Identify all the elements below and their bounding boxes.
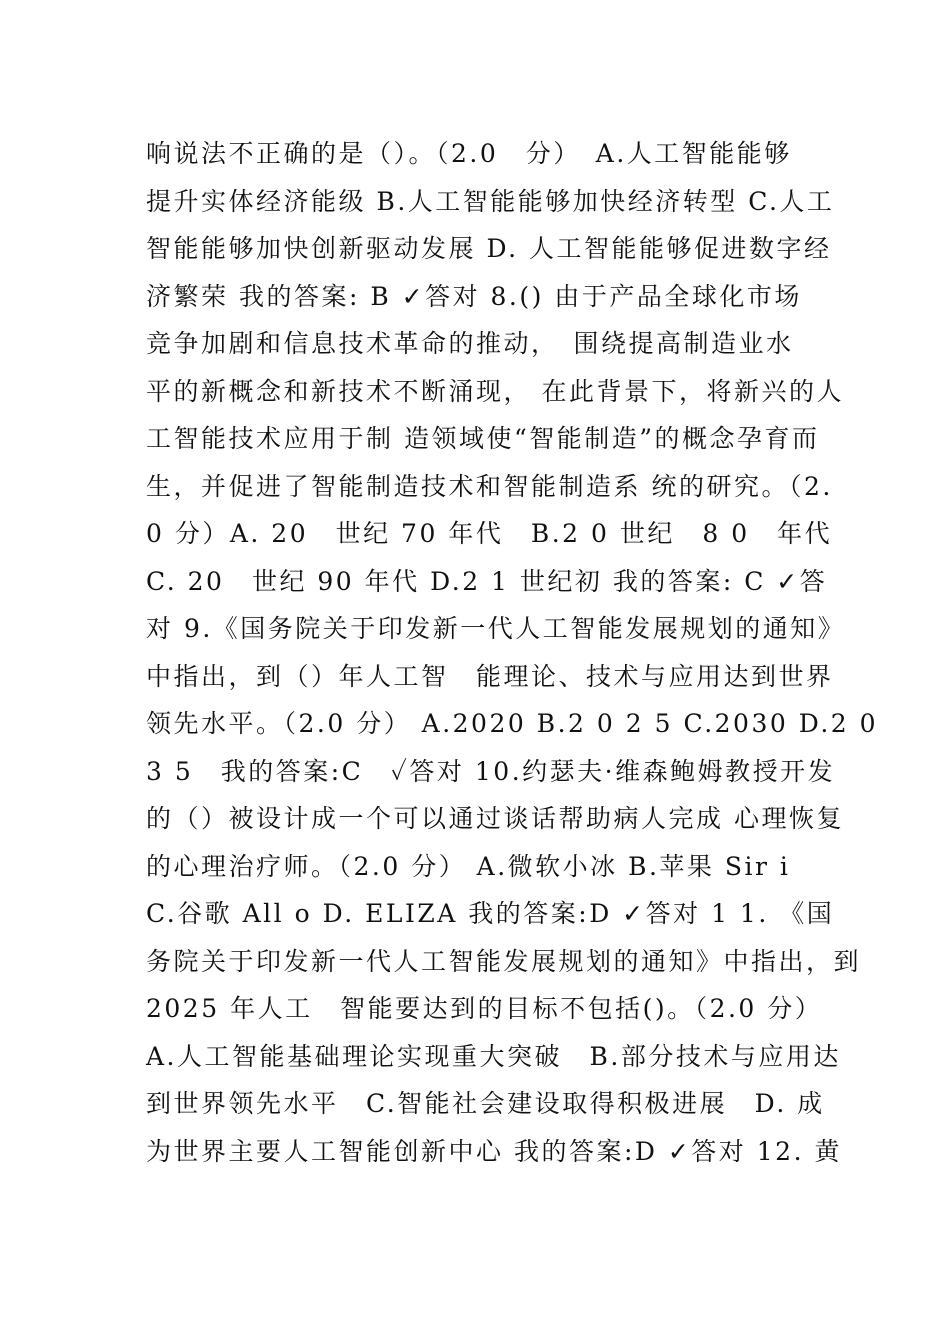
text-line: 到世界领先水平 C.智能社会建设取得积极进展 D. 成 [146,1089,825,1118]
text-line: C. 20 世纪 90 年代 D.2 1 世纪初 我的答案: C ✓答 [146,566,828,596]
text-line: 2025 年人工 智能要达到的目标不包括()。（2.0 分） [146,994,823,1023]
text-line: 中指出，到（）年人工智 能理论、技术与应用达到世界 [146,661,834,691]
text-line: 平的新概念和新技术不断涌现， 在此背景下，将新兴的人 [146,376,844,406]
text-line: 为世界主要人工智能创新中心 我的答案:D ✓答对 12. 黄 [146,1136,842,1166]
text-line: 对 9.《国务院关于印发新一代人工智能发展规划的通知》 [146,614,846,643]
text-line: 响说法不正确的是（）。（2.0 分） A.人工智能能够 [146,139,792,168]
text-line: 的（）被设计成一个可以通过谈话帮助病人完成 心理恢复 [146,804,844,833]
text-line: 智能能够加快创新驱动发展 D. 人工智能能够促进数字经 [146,234,832,263]
text-line: 务院关于印发新一代人工智能发展规划的通知》中指出，到 [146,946,862,976]
document-body [146,130,879,1175]
text-line: 济繁荣 我的答案: B ✓答对 8.() 由于产品全球化市场 [146,281,802,311]
text-line: 提升实体经济能级 B.人工智能能够加快经济转型 C.人工 [146,186,835,216]
text-line: 的心理治疗师。（2.0 分） A.微软小冰 B.苹果 Sir i [146,851,791,881]
text-line: 领先水平。（2.0 分） A.2020 B.2 0 2 5 C.2030 D.2 0 [146,709,879,738]
text-line: C.谷歌 All o D. ELIZA 我的答案:D ✓答对 1 1. 《国 [146,899,835,928]
text-line: 竞争加剧和信息技术革命的推动， 围绕提高制造业水 [146,329,794,358]
text-line: A.人工智能基础理论实现重大突破 B.部分技术与应用达 [146,1041,841,1071]
text-line: 生，并促进了智能制造技术和智能制造系 统的研究。（2. [146,471,833,501]
text-line: 工智能技术应用于制 造领域使“智能制造”的概念孕育而 [146,424,820,453]
text-line: 3 5 我的答案:C ✓答对 10.约瑟夫·维森鲍姆教授开发 [146,756,836,786]
text-line: 0 分）A. 20 世纪 70 年代 B.2 0 世纪 8 0 年代 [146,519,833,548]
